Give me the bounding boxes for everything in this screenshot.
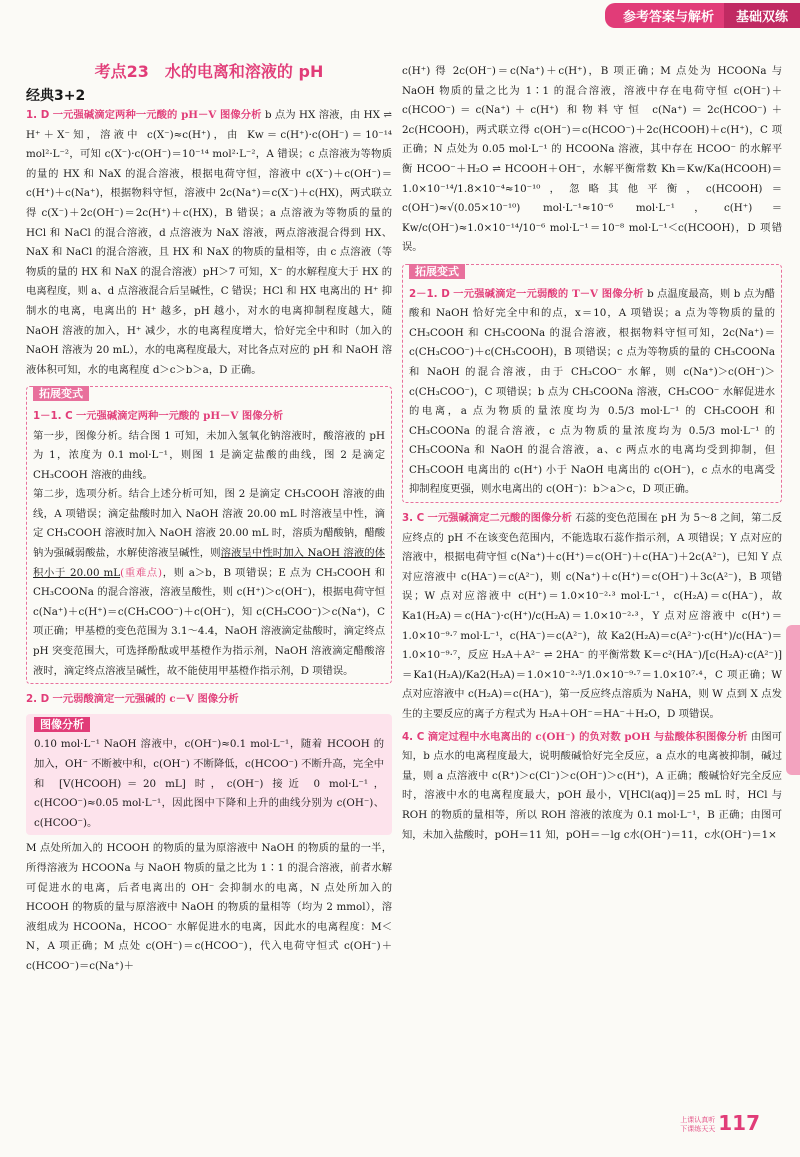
q2-title: 一元弱酸滴定一元强碱的 c－V 图像分析 (52, 693, 239, 706)
ext1-step2-a: 第二步，选项分析。结合上述分析可知，图 2 是滴定 CH₃COOH 溶液的曲线，A 项错误；滴定盐酸时加入 NaOH 溶液 20.00 mL 时溶液呈中性，滴定 CH₃COOH 溶液时加入 NaOH 溶液 20.00 mL 时，溶质为醋酸钠，醋酸钠为强碱弱酸盐，水解使溶液呈碱性，则 (33, 488, 385, 560)
q1-body: b 点为 HX 溶液，由 HX ⇌ H⁺＋X⁻知，溶液中 c(X⁻)≈c(H⁺)，由 Kw＝c(H⁺)·c(OH⁻)＝10⁻¹⁴ mol²·L⁻²，可知 c(X⁻)·c(OH⁻)＝10⁻¹⁴ mol²·L⁻²，A 错误；c 点溶液为等物质的量的 HX 和 NaX 的混合溶液，根据电荷守恒，溶液中 c(X⁻)＋c(OH⁻)＝c(H⁺)＋c(Na⁺)，根据物料守恒，溶液中 2c(Na⁺)＝c(X⁻)＋c(HX)，两式联立得 c(X⁻)＋2c(OH⁻)＝2c(H⁺)＋c(HX)，B 错误；a 点溶液为等物质的量的 HCl 和 NaCl 的混合溶液，d 点溶液为 NaX 溶液，两点溶液混合得到 HX、NaX 和 NaCl 的混合溶液，且 HX 和 NaX 的物质的量相等，由 c 点溶液（等物质的量的 HX 和 NaX 的混合溶液）pH＞7 可知，X⁻ 的水解程度大于 HX 的电离程度，则 a、d 点溶液混合后呈碱性，C 错误；HCl 和 HX 电离出的 H⁺ 抑制水的电离，电离出的 H⁺ 越多，pH 越小，对水的电离抑制程度越大，随 NaOH 溶液的加入，H⁺ 减少，水的电离程度增大，恰好完全中和时（加入的 NaOH 溶液为 20 mL），水的电离程度最大，对比各点对应的 pH 和 NaOH 溶液体积可知，水的电离程度 d＞c＞b＞a，D 正确。 (26, 109, 392, 376)
q1-number: 1. D (26, 109, 50, 121)
left-column (26, 60, 392, 977)
header-section: 参考答案与解析 (605, 3, 724, 28)
graph-analysis-tag: 图像分析 (34, 717, 90, 732)
q2-number: 2. D (26, 693, 50, 706)
ext2-number: 2－1. D (409, 287, 450, 300)
ext1-step1: 第一步，图像分析。结合图 1 可知，未加入氢氧化钠溶液时，酸溶液的 pH 为 1，浓度为 0.1 mol·L⁻¹，则图 1 是滴定盐酸的曲线，图 2 是滴定 CH₃COOH 溶液的曲线。 (33, 429, 385, 481)
footer-slogan-1: 上课认真听 (680, 1115, 716, 1124)
extension-tag-2: 拓展变式 (409, 264, 465, 279)
ext1-number: 1－1. C (33, 409, 73, 422)
page-title: 考点23 水的电离和溶液的 pH (94, 62, 324, 81)
page-number-block (680, 1111, 760, 1135)
q3-body: 石蕊的变色范围在 pH 为 5～8 之间，第二反应终点的 pH 不在该变色范围内，不能选取石蕊作指示剂，A 项错误；Y 点对应的溶液中，根据电荷守恒 c(Na⁺)＋c(H⁺)＝c(OH⁻)＋c(HA⁻)＋2c(A²⁻)，已知 Y 点对应溶液中 c(HA⁻)＝c(A²⁻)，则 c(Na⁺)＋c(H⁺)＝c(OH⁻)＋3c(A²⁻)，B 项错误；W 点对应溶液中 c(H⁺)＝1.0×10⁻²·³ mol·L⁻¹，c(H₂A)＝c(HA⁻)，故 Ka1(H₂A)＝c(HA⁻)·c(H⁺)/c(H₂A)＝1.0×10⁻²·³，Y 点对应溶液中 c(H⁺)＝1.0×10⁻⁹·⁷ mol·L⁻¹，c(HA⁻)＝c(A²⁻)，故 Ka2(H₂A)＝c(A²⁻)·c(H⁺)/c(HA⁻)＝1.0×10⁻⁹·⁷，反应 H₂A＋A²⁻ ⇌ 2HA⁻ 的平衡常数 K＝c²(HA⁻)/[c(H₂A)·c(A²⁻)]＝Ka1(H₂A)/Ka2(H₂A)＝1.0×10⁻²·³/1.0×10⁻⁹·⁷＝1.0×10⁷·⁴，C 项正确；W 点对应溶液中 c(H₂A)＝c(HA⁻)，第一反应终点溶质为 NaHA，则 W 点到 X 点发生的主要反应的离子方程式为 H₂A＋OH⁻＝HA⁻＋H₂O，D 项错误。 (402, 512, 783, 720)
ext1-title: 一元强碱滴定两种一元酸的 pH－V 图像分析 (75, 409, 284, 422)
graph-analysis-body: 0.10 mol·L⁻¹ NaOH 溶液中，c(OH⁻)≈0.1 mol·L⁻¹，随着 HCOOH 的加入，OH⁻ 不断被中和，c(OH⁻) 不断降低，c(HCOO⁻) 不断升高，完全中和 [V(HCOOH)＝20 mL] 时，c(OH⁻) 接近 0 mol·L⁻¹，c(HCOO⁻)≈0.05 mol·L⁻¹，因此图中下降和上升的曲线分别为 c(OH⁻)、c(HCOO⁻)。 (34, 738, 384, 829)
q2-continued: c(H⁺) 得 2c(OH⁻)＝c(Na⁺)＋c(H⁺)，B 项正确；M 点处为 HCOONa 与 NaOH 物质的量之比为 1∶1 的混合溶液，溶液中存在电荷守恒 c(OH⁻)＋c(HCOO⁻)＝c(Na⁺)＋c(H⁺) 和物料守恒 c(Na⁺)＝2c(HCOO⁻)＋2c(HCOOH)，两式联立得 c(OH⁻)＝c(HCOO⁻)＋2c(HCOOH)＋c(H⁺)，C 项正确；N 点处为 0.05 mol·L⁻¹ 的 HCOONa 溶液，其中存在 HCOO⁻ 的水解平衡 HCOO⁻＋H₂O ⇌ HCOOH＋OH⁻，水解平衡常数 Kh＝Kw/Ka(HCOOH)＝1.0×10⁻¹⁴/1.8×10⁻⁴≈10⁻¹⁰，忽略其他平衡，c(HCOOH)＝c(OH⁻)≈√(0.05×10⁻¹⁰) mol·L⁻¹≈10⁻⁶ mol·L⁻¹，c(H⁺)＝Kw/c(OH⁻)≈1.0×10⁻¹⁴/10⁻⁶ mol·L⁻¹＝10⁻⁸ mol·L⁻¹＜c(HCOOH)，D 项错误。 (402, 65, 782, 254)
ext1-underline: 溶液呈中性时加入 NaOH 溶液的体积小于 20.00 mL (33, 547, 385, 579)
ext2-title: 一元强碱滴定一元弱酸的 T－V 图像分析 (453, 287, 644, 300)
graph-analysis-box (26, 714, 392, 836)
extension-box-2 (402, 264, 782, 503)
footer-slogan-2: 下课练天天 (680, 1124, 716, 1133)
header-book: 基础双练 (724, 3, 800, 28)
q4-title: 滴定过程中水电离出的 c(OH⁻) 的负对数 pOH 与盐酸体积图像分析 (427, 730, 748, 743)
q4-body: 由图可知，b 点水的电离程度最大，说明酸碱恰好完全反应，a 点水的电离被抑制，碱过量，则 a 点溶液中 c(R⁺)＞c(Cl⁻)＞c(OH⁻)＞c(H⁺)，A 正确；酸碱恰好完全反应时，溶液中水的电离程度最大，pOH 最小，V[HCl(aq)]＝25 mL 时，HCl 与 ROH 的物质的量相等，所以 ROH 溶液的浓度为 0.1 mol·L⁻¹，B 正确；由图可知，未加入盐酸时，pOH＝11 知，pOH＝－lg c水(OH⁻)＝11，c水(OH⁻)＝1× (402, 730, 783, 841)
footer-slogan (680, 1116, 715, 1134)
q4-answer (402, 728, 782, 846)
q3-title: 一元强碱滴定二元酸的图像分析 (427, 512, 572, 525)
section-label: 经典3+2 (26, 88, 86, 104)
extension-tag-1: 拓展变式 (33, 386, 89, 401)
side-tab (786, 625, 800, 775)
q2-heading (26, 690, 392, 710)
running-header (605, 4, 800, 26)
q1-title: 一元强碱滴定两种一元酸的 pH－V 图像分析 (52, 109, 262, 121)
q1-answer (26, 106, 392, 380)
q3-answer (402, 509, 782, 725)
q3-number: 3. C (402, 512, 425, 525)
extension-box-1 (26, 386, 392, 684)
right-column (402, 62, 782, 845)
ext1-note: (重难点) (120, 566, 162, 579)
ext2-body: b 点温度最高，则 b 点为醋酸和 NaOH 恰好完全中和的点，x＝10，A 项错误；a 点为等物质的量的 CH₃COOH 和 CH₃COONa 的混合溶液，根据物料守恒可知，2c(Na⁺)＝c(CH₃COO⁻)＋c(CH₃COOH)，B 项错误；c 点为等物质的量的 CH₃COONa 和 NaOH 的混合溶液，由于 CH₃COO⁻ 水解，则 c(Na⁺)＞c(OH⁻)＞c(CH₃COO⁻)，C 项错误；b 点为 CH₃COONa 溶液，CH₃COO⁻ 水解促进水的电离，a 点为物质的量浓度均为 0.5/3 mol·L⁻¹ 的 CH₃COOH 和 CH₃COONa 的混合溶液，c 点为物质的量浓度均为 0.5/3 mol·L⁻¹ 的 CH₃COONa 和 NaOH 的混合溶液，a、c 两点水的电离均受到抑制，但 CH₃COOH 电离出的 c(H⁺) 小于 NaOH 电离出的 c(OH⁻)，c 点水的电离受抑制程度更强，则水电离出的 c(OH⁻)：b＞a＞c，D 项正确。 (409, 287, 775, 496)
ext1-step2 (33, 485, 385, 681)
q4-number: 4. C (402, 730, 425, 743)
page-number: 117 (718, 1111, 760, 1135)
ext1-step2-b: ，则 a＞b，B 项错误；E 点为 CH₃COOH 和 CH₃COONa 的混合溶液，溶液呈酸性，则 c(H⁺)＞c(OH⁻)，根据电荷守恒 c(Na⁺)＋c(H⁺)＝c(CH₃COO⁻)＋c(OH⁻)，知 c(CH₃COO⁻)＞c(Na⁺)，C 项正确；甲基橙的变色范围为 3.1～4.4，NaOH 溶液滴定盐酸时，滴定终点 pH 突变范围大，可选择酚酞或甲基橙作为指示剂，NaOH 溶液滴定醋酸溶液时，滴定终点溶液呈碱性，故不能使用甲基橙作指示剂，D 项错误。 (33, 566, 385, 677)
q2-body: M 点处所加入的 HCOOH 的物质的量为原溶液中 NaOH 的物质的量的一半，所得溶液为 HCOONa 与 NaOH 物质的量之比为 1∶1 的混合溶液，前者水解可促进水的电离，后者电离出的 OH⁻ 会抑制水的电离，N 点处所加入的 HCOOH 的物质的量与原溶液中 NaOH 的物质的量相等（均为 2 mmol），溶液组成为 HCOONa，HCOO⁻ 水解促进水的电离，因此水的电离程度：M＜N，A 项正确；M 点处 c(OH⁻)＝c(HCOO⁻)，代入电荷守恒式 c(OH⁻)＋c(HCOO⁻)＝c(Na⁺)＋ (26, 842, 392, 972)
